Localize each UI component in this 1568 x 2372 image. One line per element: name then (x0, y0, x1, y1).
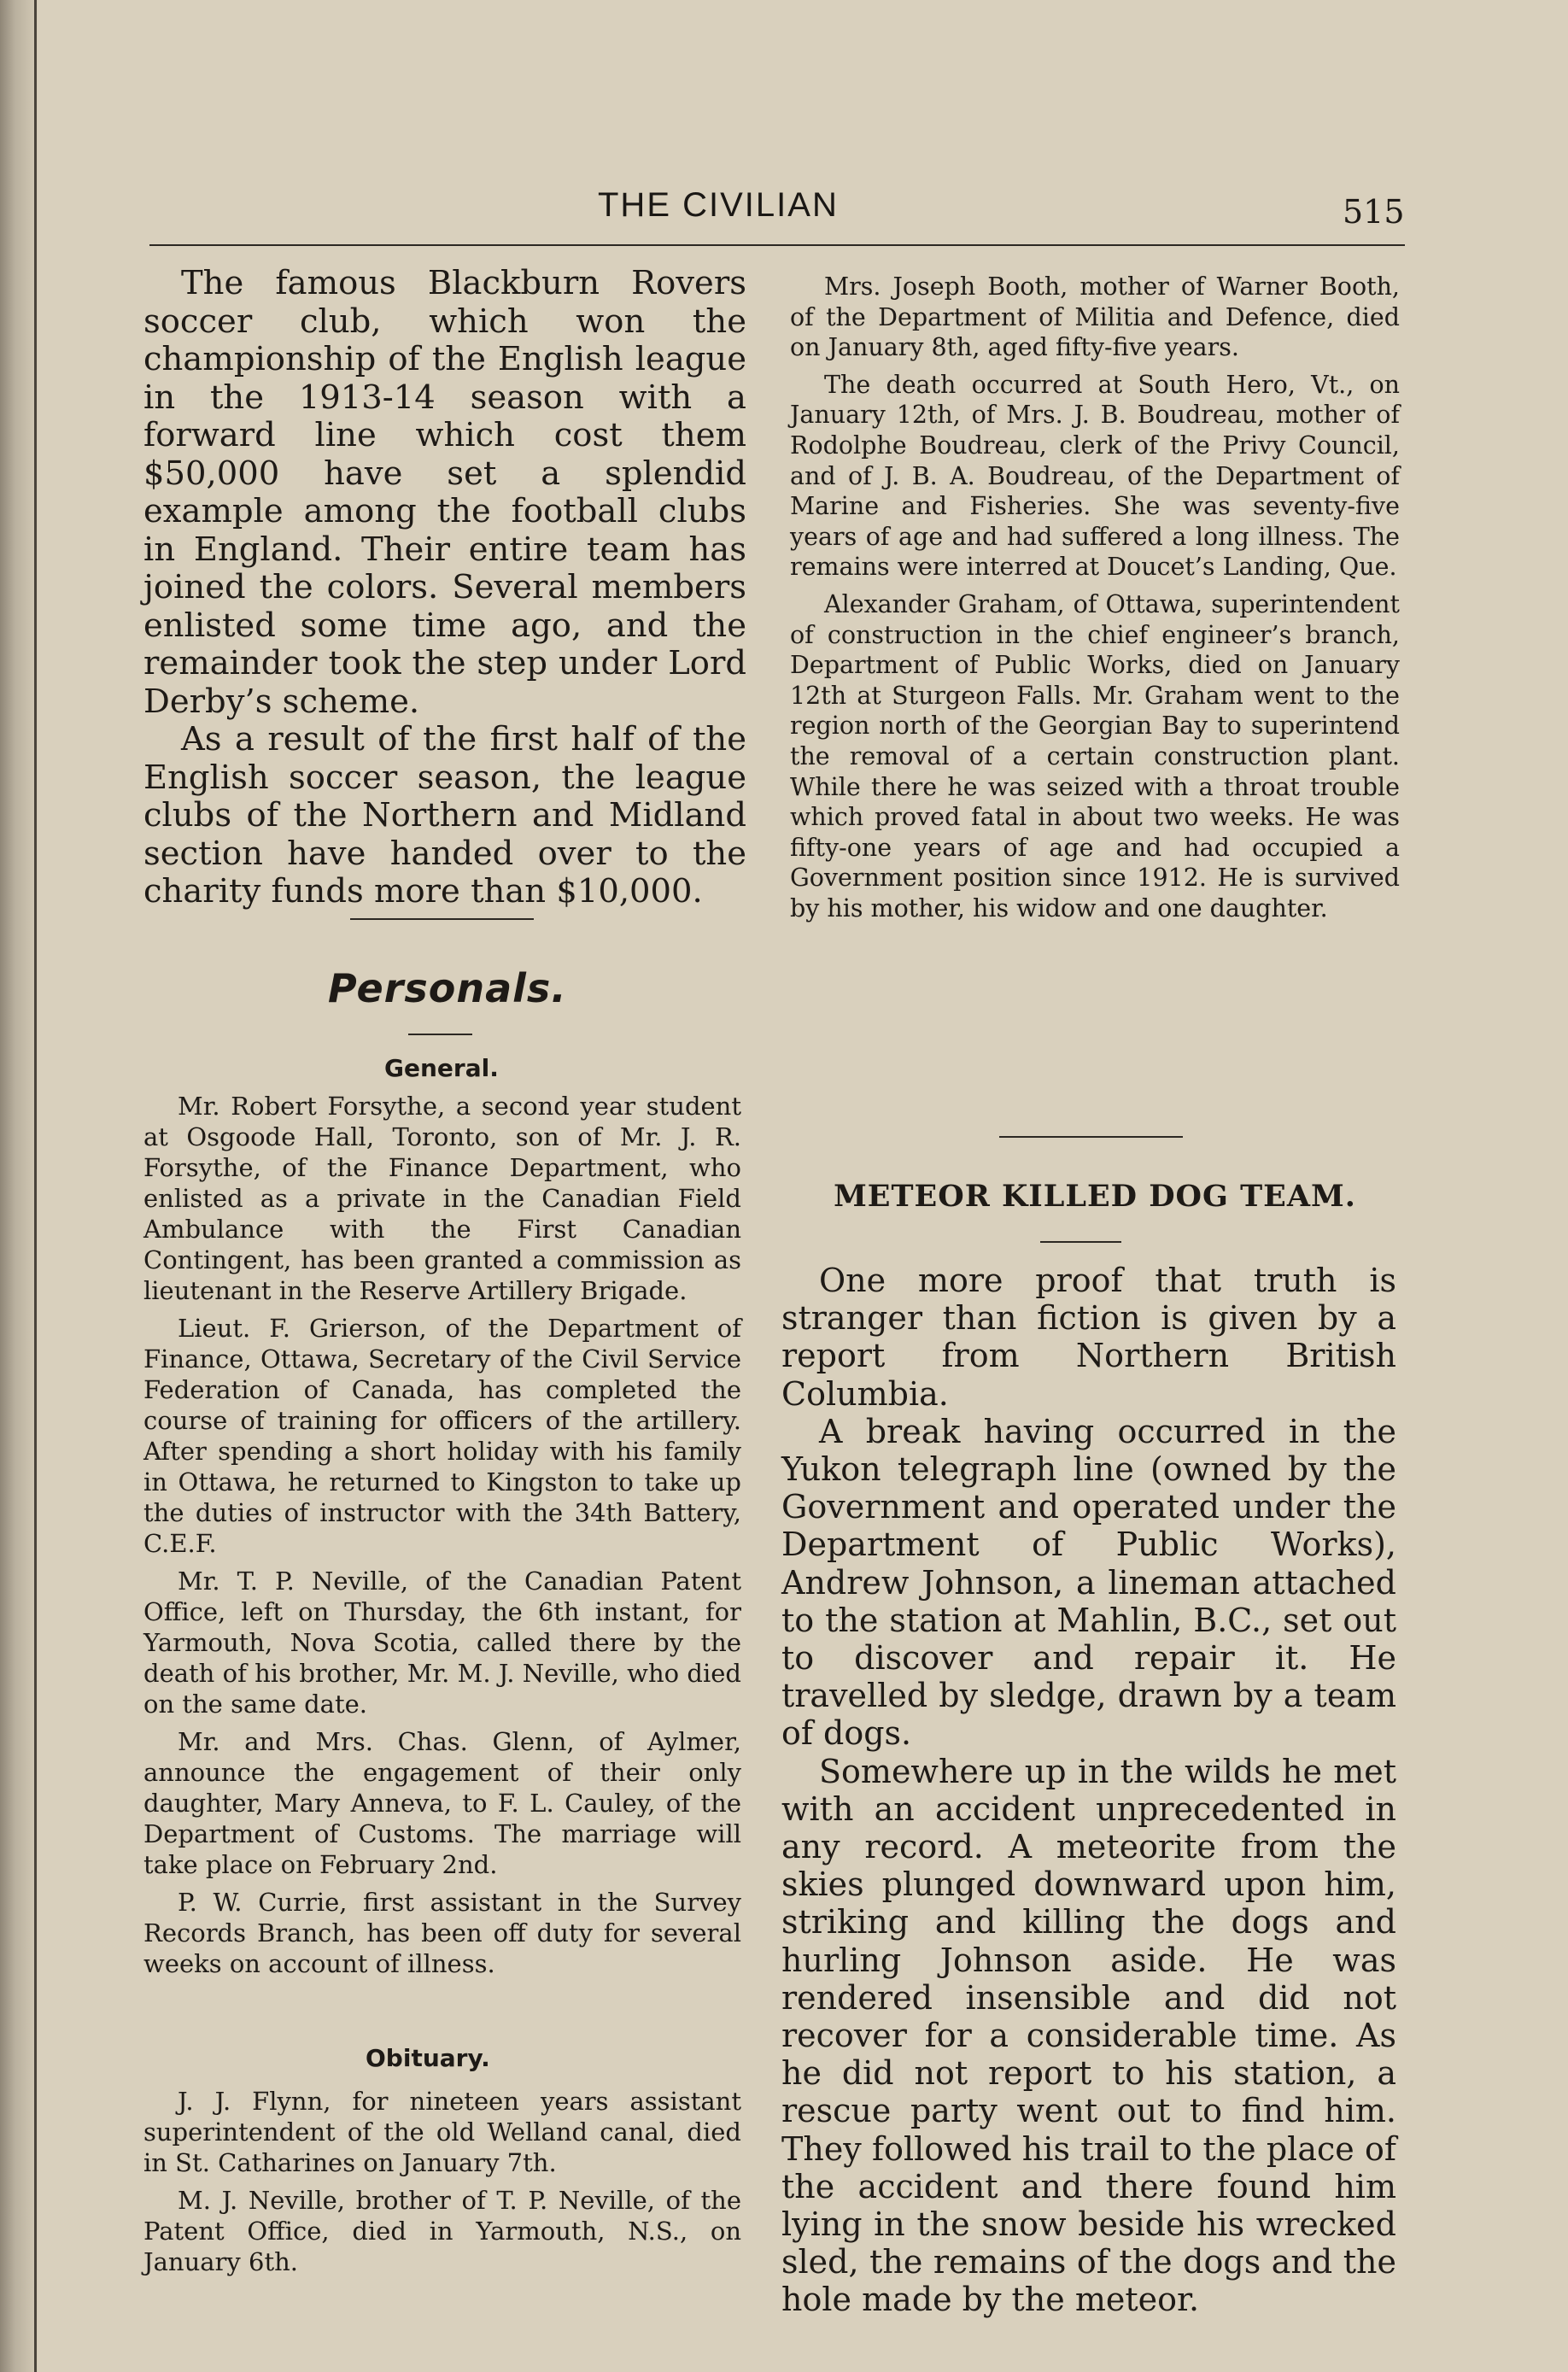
obituary-item: Mrs. Joseph Booth, mother of Warner Booth, of the Department of Militia and Defence, died on January 8th, aged fifty-five years. (790, 272, 1400, 362)
meteor-article (781, 1262, 1396, 2319)
obituary-item: J. J. Flynn, for nineteen years assistant superintendent of the old Welland canal, died in St. Catharines on January 7th. (143, 2087, 741, 2177)
meteor-paragraph: Somewhere up in the wilds he met with an accident unprecedented in any record. A meteorite from the skies plunged downward upon him, striking and killing the dogs and hurling Johnson aside. He was rendered insensible and did not recover for a considerable time. As he did not report to his station, a rescue party went out to find him. They followed his trail to the place of the accident and there found him lying in the snow beside his wrecked sled, the remains of the dogs and the hole made by the meteor. (781, 1752, 1396, 2319)
obituary-item: M. J. Neville, brother of T. P. Neville, of the Patent Office, died in Yarmouth, N.S., on January 6th. (143, 2186, 741, 2276)
soccer-article (143, 265, 746, 911)
running-head: THE CIVILIAN (598, 186, 839, 224)
section-divider (350, 918, 534, 920)
personal-item: Mr. and Mrs. Chas. Glenn, of Aylmer, announce the engagement of their only daughter, Mary Anneva, to F. L. Cauley, of the Department of Customs. The marriage will take place on February 2nd. (143, 1727, 741, 1879)
general-personals (143, 1091, 741, 1986)
obituary-subheading: Obituary. (366, 2044, 490, 2072)
heading-divider (1040, 1241, 1121, 1243)
soccer-paragraph: The famous Blackburn Rovers soccer club, which won the championship of the English league in the 1913-14 season with a forward line which cost them $50,000 have set a splendid example among the football clubs in England. Their entire team has joined the colors. Several members enlisted some time ago, and the remainder took the step under Lord Derby’s scheme. (143, 264, 746, 721)
heading-divider (408, 1034, 472, 1035)
meteor-article-title: METEOR KILLED DOG TEAM. (834, 1179, 1356, 1214)
obituary-continued (790, 272, 1400, 930)
personal-item: Mr. Robert Forsythe, a second year student at Osgoode Hall, Toronto, son of Mr. J. R. Forsythe, of the Finance Department, who enlisted as a private in the Canadian Field Ambulance with the First Canadian Contingent, has been granted a commission as lieutenant in the Reserve Artillery Brigade. (143, 1092, 741, 1305)
personals-heading: Personals. (328, 965, 567, 1011)
header-rule (149, 244, 1405, 246)
general-subheading: General. (384, 1054, 499, 1082)
section-divider (999, 1136, 1183, 1138)
obituary-list (143, 2086, 741, 2284)
personal-item: Mr. T. P. Neville, of the Canadian Patent Office, left on Thursday, the 6th instant, for Yarmouth, Nova Scotia, called there by the death of his brother, Mr. M. J. Neville, who died on the same date. (143, 1567, 741, 1719)
soccer-paragraph: As a result of the first half of the English soccer season, the league clubs of the Northern and Midland section have handed over to the charity funds more than $10,000. (143, 720, 746, 911)
meteor-paragraph: One more proof that truth is stranger than fiction is given by a report from Northern British Columbia. (781, 1262, 1396, 1413)
personal-item: P. W. Currie, first assistant in the Survey Records Branch, has been off duty for several weeks on account of illness. (143, 1888, 741, 1978)
obituary-item: Alexander Graham, of Ottawa, superintendent of construction in the chief engineer’s branch, Department of Public Works, died on January 12th at Sturgeon Falls. Mr. Graham went to the region north of the Georgian Bay to superintend the removal of a certain construction plant. While there he was seized with a throat trouble which proved fatal in about two weeks. He was fifty-one years of age and had occupied a Government position since 1912. He is survived by his mother, his widow and one daughter. (790, 589, 1400, 922)
page-number: 515 (1343, 193, 1405, 231)
meteor-paragraph: A break having occurred in the Yukon telegraph line (owned by the Government and operated under the Department of Public Works), Andrew Johnson, a lineman attached to the station at Mahlin, B.C., set out to discover and repair it. He travelled by sledge, drawn by a team of dogs. (781, 1412, 1396, 1753)
personal-item: Lieut. F. Grierson, of the Department of Finance, Ottawa, Secretary of the Civil Service Federation of Canada, has completed the course of training for officers of the artillery. After spending a short holiday with his family in Ottawa, he returned to Kingston to take up the duties of instructor with the 34th Battery, C.E.F. (143, 1314, 741, 1558)
obituary-item: The death occurred at South Hero, Vt., on January 12th, of Mrs. J. B. Boudreau, mother of Rodolphe Boudreau, clerk of the Privy Council, and of J. B. A. Boudreau, of the Department of Marine and Fisheries. She was seventy-five years of age and had suffered a long illness. The remains were interred at Doucet’s Landing, Que. (790, 370, 1400, 582)
